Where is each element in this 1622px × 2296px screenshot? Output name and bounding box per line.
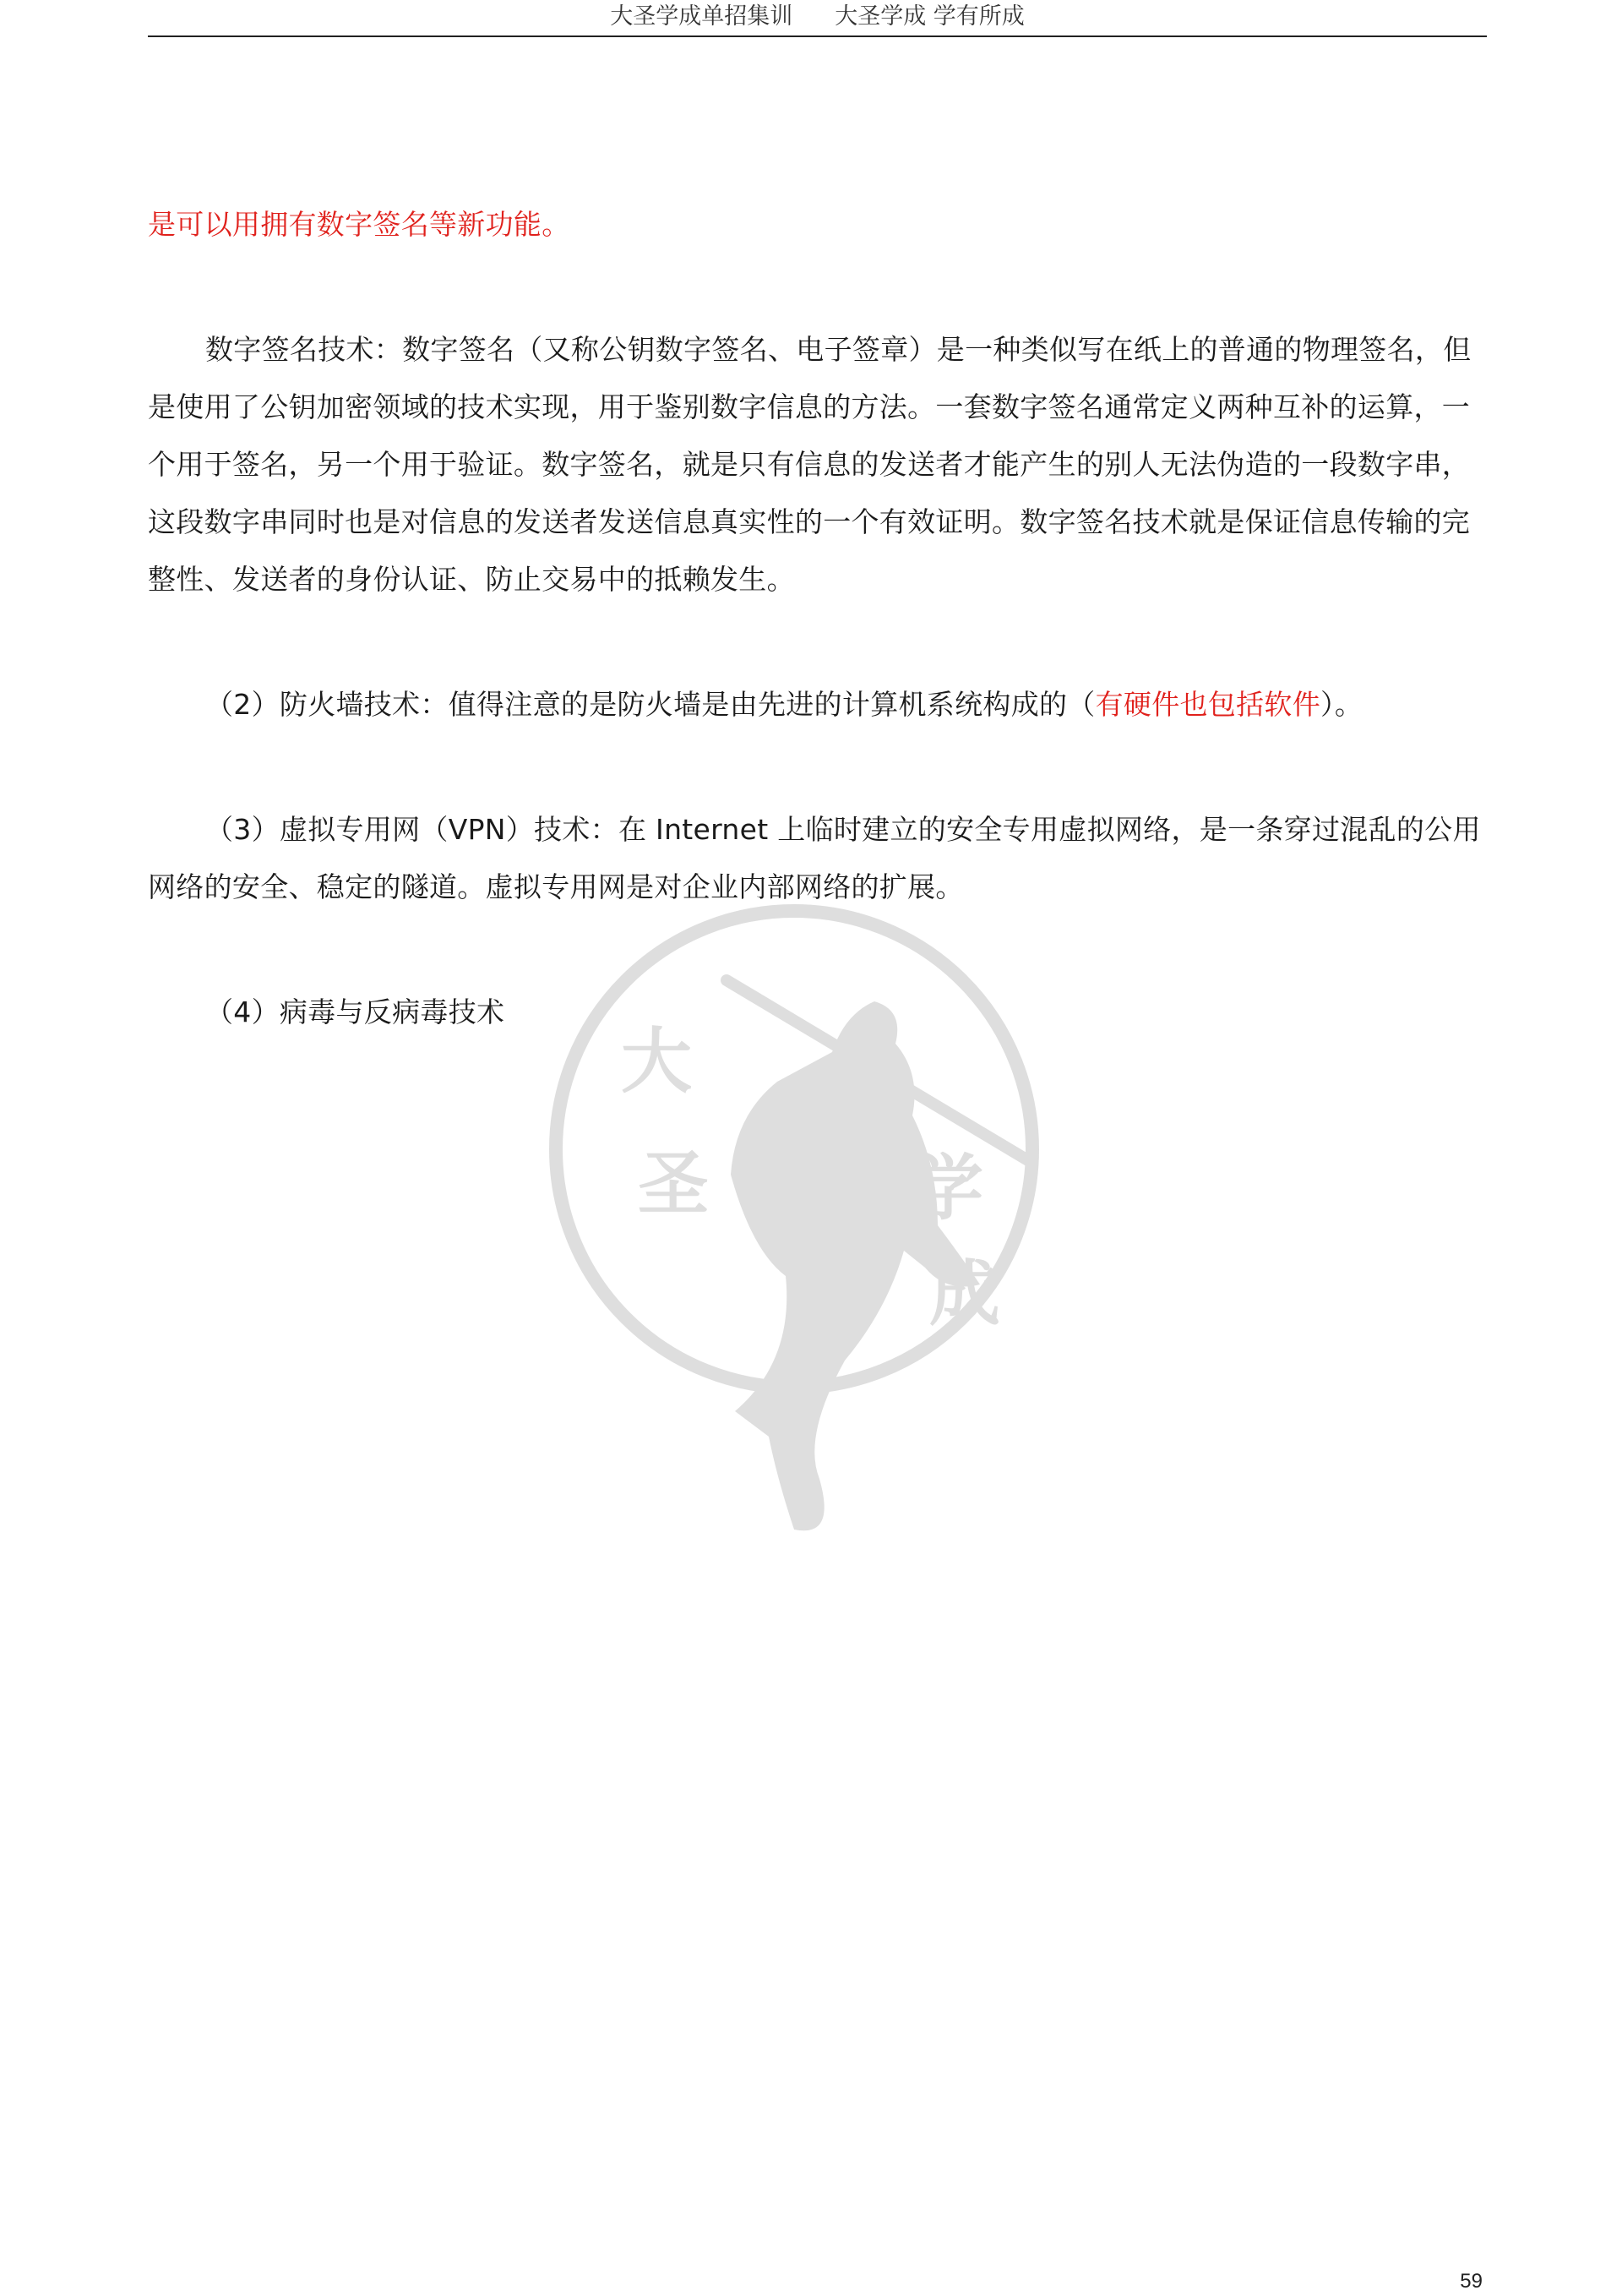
watermark-char-sheng: 圣 xyxy=(638,1142,710,1225)
header-slogan: 大圣学成 学有所成 xyxy=(835,3,1025,30)
paragraph-vpn: （3）虚拟专用网（VPN）技术：在 Internet 上临时建立的安全专用虚拟网络，是一条穿过混乱的公用网络的安全、稳定的隧道。虚拟专用网是对企业内部网络的扩展。 xyxy=(148,813,1481,903)
paragraph-digital-signature: 数字签名技术：数字签名（又称公钥数字签名、电子签章）是一种类似写在纸上的普通的物理签名，但是使用了公钥加密领域的技术实现，用于鉴别数字信息的方法。一套数字签名通常定义两种互补的运算，一个用于签名，另一个用于验证。数字签名，就是只有信息的发送者才能产生的别人无法伪造的一段数字串，这段数字串同时也是对信息的发送者发送信息真实性的一个有效证明。数字签名技术就是保证信息传输的完整性、发送者的身份认证、防止交易中的抵赖发生。 xyxy=(148,333,1472,596)
firewall-highlight: 有硬件也包括软件 xyxy=(1095,688,1321,721)
page-header xyxy=(148,0,1487,37)
firewall-text-end: ）。 xyxy=(1320,688,1363,721)
page-number: 59 xyxy=(1460,2270,1483,2293)
watermark-char-cheng: 成 xyxy=(929,1252,1001,1335)
watermark-char-da: 大 xyxy=(621,1019,693,1103)
paragraph-firewall xyxy=(148,676,1483,734)
firewall-text: （2）防火墙技术：值得注意的是防火墙是由先进的计算机系统构成的（ xyxy=(205,688,1096,721)
paragraph-antivirus: （4）病毒与反病毒技术 xyxy=(205,995,505,1028)
highlight-sentence: 是可以用拥有数字签名等新功能。 xyxy=(148,208,570,241)
header-school-name: 大圣学成单招集训 xyxy=(610,3,793,30)
document-body xyxy=(148,196,1483,1041)
watermark-char-xue: 学 xyxy=(912,1146,984,1230)
